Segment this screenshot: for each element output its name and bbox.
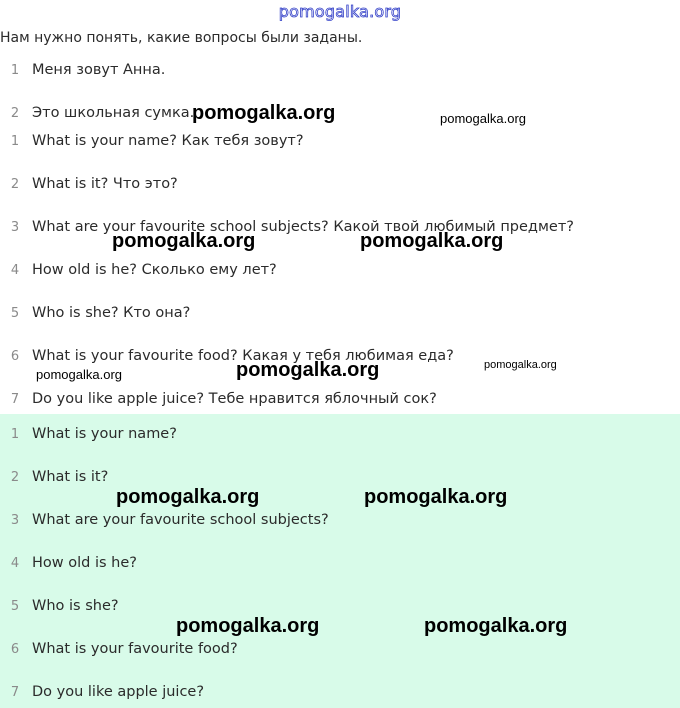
item-number: 6 — [10, 348, 20, 364]
item-text: Who is she? Кто она? — [32, 305, 191, 321]
item-number: 1 — [10, 133, 20, 149]
watermark: pomogalka.org — [360, 230, 504, 252]
item-text: How old is he? Сколько ему лет? — [32, 262, 277, 278]
watermark: pomogalka.org — [424, 615, 568, 637]
item-text: What is your name? Как тебя зовут? — [32, 133, 304, 149]
item-text: What is it? Что это? — [32, 176, 178, 192]
item-number: 5 — [10, 598, 20, 614]
item-number: 3 — [10, 512, 20, 528]
site-logo[interactable]: pomogalka.org — [278, 2, 402, 21]
watermark: pomogalka.org — [440, 111, 526, 126]
item-text: Do you like apple juice? — [32, 684, 205, 700]
item-number: 6 — [10, 641, 20, 657]
item-number: 7 — [10, 391, 20, 407]
item-number: 2 — [10, 105, 20, 121]
item-text: Меня зовут Анна. — [32, 62, 166, 78]
item-number: 2 — [10, 176, 20, 192]
item-text: What is your favourite food? Какая у тебя любимая еда? — [32, 348, 454, 364]
item-number: 1 — [10, 62, 20, 78]
watermark: pomogalka.org — [236, 359, 380, 381]
item-number: 4 — [10, 555, 20, 571]
english-questions-list — [0, 414, 680, 708]
item-number: 1 — [10, 426, 20, 442]
item-number: 7 — [10, 684, 20, 700]
item-number: 3 — [10, 219, 20, 235]
item-text: What are your favourite school subjects? Какой твой любимый предмет? — [32, 219, 574, 235]
item-text: What are your favourite school subjects? — [32, 512, 329, 528]
item-text: Do you like apple juice? Тебе нравится яблочный сок? — [32, 391, 437, 407]
intro-text: Нам нужно понять, какие вопросы были заданы. — [0, 30, 363, 46]
watermark: pomogalka.org — [364, 486, 508, 508]
watermark: pomogalka.org — [484, 359, 557, 371]
watermark: pomogalka.org — [36, 367, 122, 382]
watermark: pomogalka.org — [192, 102, 336, 124]
item-text: Это школьная сумка. — [32, 105, 195, 121]
site-header — [0, 2, 680, 24]
item-text: How old is he? — [32, 555, 137, 571]
item-number: 2 — [10, 469, 20, 485]
item-text: What is your favourite food? — [32, 641, 238, 657]
watermark: pomogalka.org — [112, 230, 256, 252]
watermark: pomogalka.org — [176, 615, 320, 637]
item-number: 4 — [10, 262, 20, 278]
item-text: What is your name? — [32, 426, 177, 442]
item-text: What is it? — [32, 469, 109, 485]
item-text: Who is she? — [32, 598, 119, 614]
watermark: pomogalka.org — [116, 486, 260, 508]
item-number: 5 — [10, 305, 20, 321]
